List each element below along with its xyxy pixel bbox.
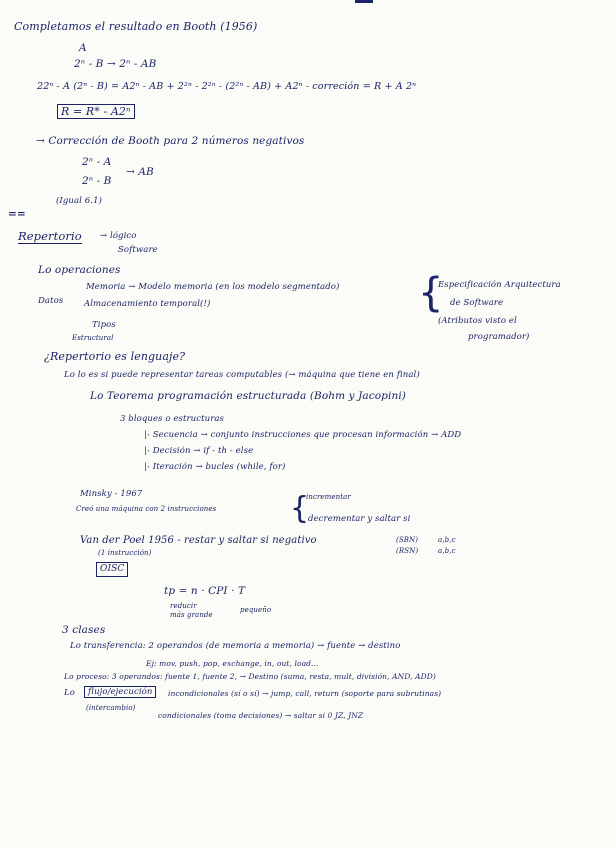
- note-incrementar: incrementar: [306, 493, 351, 501]
- note-line-booth-negative: → Corrección de Booth para 2 números negativos: [36, 135, 305, 147]
- note-condicionales: condicionales (toma decisiones) → saltar si 0 JZ, JNZ: [158, 711, 364, 720]
- note-teorema: Lo Teorema programación estructurada (Bohm y Jacopini): [90, 390, 406, 402]
- note-abc-1: a,b,c: [438, 536, 456, 544]
- boxed-flujo: flujo/ejecución: [84, 686, 156, 698]
- note-ej-mov: Ej: mov, push, pop, exchange, in, out, load...: [146, 659, 319, 668]
- note-3-bloques: 3 bloques o estructuras: [120, 414, 225, 424]
- note-logico: → lógico: [100, 231, 137, 241]
- note-abc-2: a,b,c: [438, 547, 456, 555]
- note-reducir: reducir: [170, 602, 197, 610]
- note-secuencia: |- Secuencia → conjunto instrucciones que procesan información → ADD: [144, 430, 462, 440]
- note-mas-grande: más grande: [170, 611, 213, 619]
- note-iteracion: |- Iteración → bucles (while, for): [144, 462, 286, 472]
- note-memoria: Memoria → Modelo memoria (en los modelo segmentado): [86, 282, 340, 292]
- note-sbn: (SBN): [396, 536, 419, 544]
- note-tipos: Tipos: [92, 320, 116, 330]
- note-3-clases: 3 clases: [62, 624, 106, 636]
- section-divider: ==: [8, 208, 26, 220]
- note-pequeno: pequeño: [240, 606, 272, 614]
- note-1-instruccion: (1 instrucción): [98, 549, 152, 557]
- note-de-software: de Software: [450, 298, 504, 308]
- note-tareas-computables: Lo lo es si puede representar tareas computables (→ máquina que tiene en final): [64, 370, 420, 380]
- note-line-formula-2: 22ⁿ - A (2ⁿ - B) = A2ⁿ - AB + 2²ⁿ - 2²ⁿ - (2²ⁿ - AB) + A2ⁿ - correción = R + A 2ⁿ: [37, 81, 417, 92]
- ink-mark: [355, 0, 373, 3]
- note-transferencia: Lo transferencia: 2 operandos (de memoria a memoria) → fuente → destino: [70, 641, 401, 651]
- brace-right-spec: {: [418, 270, 444, 316]
- boxed-result: R = R* - A2ⁿ: [57, 104, 135, 119]
- note-van-der-poel: Van der Poel 1956 - restar y saltar si negativo: [80, 535, 317, 546]
- note-almacenamiento: Almacenamiento temporal(!): [84, 299, 211, 309]
- note-line-booth-result: Completamos el resultado en Booth (1956): [14, 20, 258, 33]
- note-programador: programador): [468, 332, 530, 342]
- note-tp-formula: tp = n · CPI · T: [164, 585, 246, 597]
- note-line-2n-A: 2ⁿ - A: [82, 156, 112, 168]
- boxed-oisc: OISC: [96, 562, 128, 577]
- note-proceso: Lo proceso: 3 operandos: fuente 1, fuente 2, → Destino (suma, resta, mult, división, AND, ADD): [64, 672, 436, 681]
- note-estructural: Estructural: [72, 334, 114, 342]
- note-question-lenguaje: ¿Repertorio es lenguaje?: [44, 350, 186, 363]
- note-rsn: (RSN): [396, 547, 419, 555]
- note-datos: Datos: [38, 296, 64, 306]
- note-intercambio: (intercambio): [86, 704, 136, 712]
- note-maquina-2-inst: Creó una máquina con 2 instrucciones: [76, 505, 217, 513]
- note-line-formula-1: 2ⁿ - B → 2ⁿ - AB: [74, 58, 157, 70]
- heading-repertorio: Repertorio: [18, 229, 82, 243]
- note-lo: Lo: [64, 688, 75, 698]
- note-decision: |- Decisión → if - th - else: [144, 446, 254, 456]
- note-incondicionales: incondicionales (sí o sí) → jump, call, return (soporte para subrutinas): [168, 689, 442, 698]
- note-software: Software: [118, 245, 158, 255]
- note-minsky: Minsky - 1967: [80, 489, 143, 499]
- note-line-AB: → AB: [126, 166, 154, 178]
- note-line-2n-B: 2ⁿ - B: [82, 175, 112, 187]
- note-atributos: (Atributos visto el: [438, 316, 517, 326]
- note-line-A: A: [79, 42, 87, 54]
- note-operaciones: Lo operaciones: [38, 264, 121, 276]
- note-especificacion: Especificación Arquitectura: [438, 280, 561, 290]
- brace-minsky: {: [290, 491, 310, 526]
- note-line-igual: (Igual 6.1): [56, 196, 103, 206]
- note-decrementar: decrementar y saltar si: [308, 514, 411, 524]
